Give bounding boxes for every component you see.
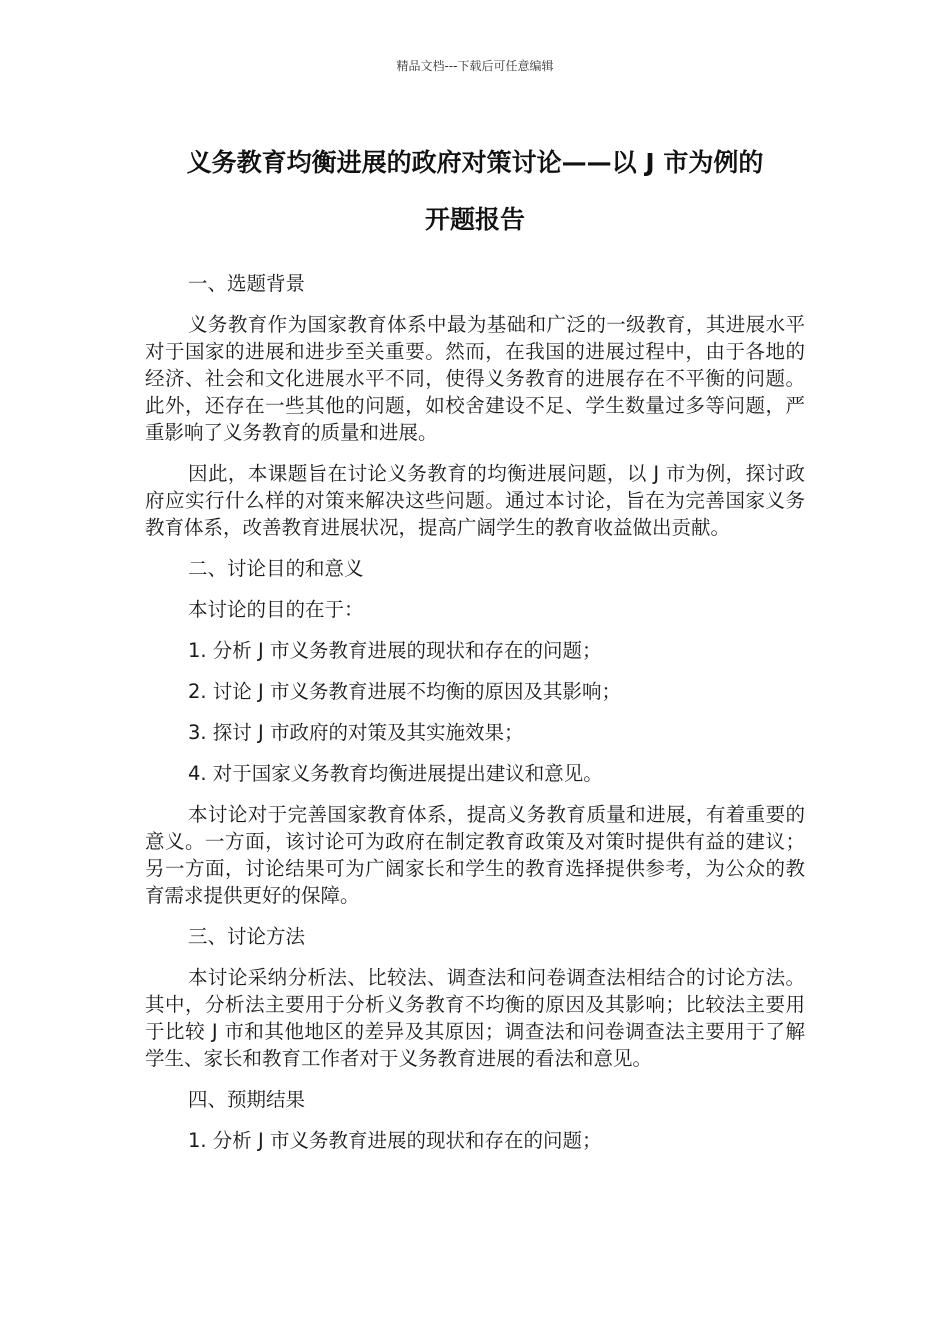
background-paragraph-1: 义务教育作为国家教育体系中最为基础和广泛的一级教育，其进展水平对于国家的进展和进步至关重要。然而，在我国的进展过程中，由于各地的经济、社会和文化进展水平不同，使得义务教育的进展存在不平衡的问题。此外，还存在一些其他的问题，如校舍建设不足、学生数量过多等问题，严重影响了义务教育的质量和进展。	[145, 313, 805, 444]
section-heading-methods: 三、讨论方法	[188, 925, 306, 948]
methods-paragraph: 本讨论采纳分析法、比较法、调查法和问卷调查法相结合的讨论方法。其中，分析法主要用于分析义务教育不均衡的原因及其影响；比较法主要用于比较 J 市和其他地区的差异及其原因；调查法和问卷调查法主要用于了解学生、家长和教育工作者对于义务教育进展的看法和意见。	[145, 966, 805, 1070]
purpose-item-4: 4. 对于国家义务教育均衡进展提出建议和意见。	[188, 762, 603, 785]
purpose-item-2: 2. 讨论 J 市义务教育进展不均衡的原因及其影响；	[188, 680, 621, 703]
header-note: 精品文档---下载后可任意编辑	[396, 59, 554, 73]
title-line-2: 开题报告	[424, 205, 525, 234]
expected-result-item-1: 1. 分析 J 市义务教育进展的现状和存在的问题；	[188, 1129, 602, 1152]
section-heading-background: 一、选题背景	[188, 272, 306, 295]
purpose-item-3: 3. 探讨 J 市政府的对策及其实施效果；	[188, 721, 524, 744]
section-heading-purpose: 二、讨论目的和意义	[188, 557, 364, 580]
purpose-intro: 本讨论的目的在于：	[188, 598, 364, 621]
title-line-1: 义务教育均衡进展的政府对策讨论——以 J 市为例的	[186, 148, 764, 177]
background-paragraph-2: 因此，本课题旨在讨论义务教育的均衡进展问题，以 J 市为例，探讨政府应实行什么样的对策来解决这些问题。通过本讨论，旨在为完善国家义务教育体系，改善教育进展状况，提高广阔学生的教育收益做出贡献。	[145, 462, 805, 539]
document-body	[145, 270, 805, 1168]
section-heading-expected-results: 四、预期结果	[188, 1088, 306, 1111]
purpose-item-1: 1. 分析 J 市义务教育进展的现状和存在的问题；	[188, 639, 602, 662]
significance-paragraph: 本讨论对于完善国家教育体系，提高义务教育质量和进展，有着重要的意义。一方面，该讨论可为政府在制定教育政策及对策时提供有益的建议；另一方面，讨论结果可为广阔家长和学生的教育选择提供参考，为公众的教育需求提供更好的保障。	[145, 803, 805, 907]
document-title	[140, 134, 810, 248]
